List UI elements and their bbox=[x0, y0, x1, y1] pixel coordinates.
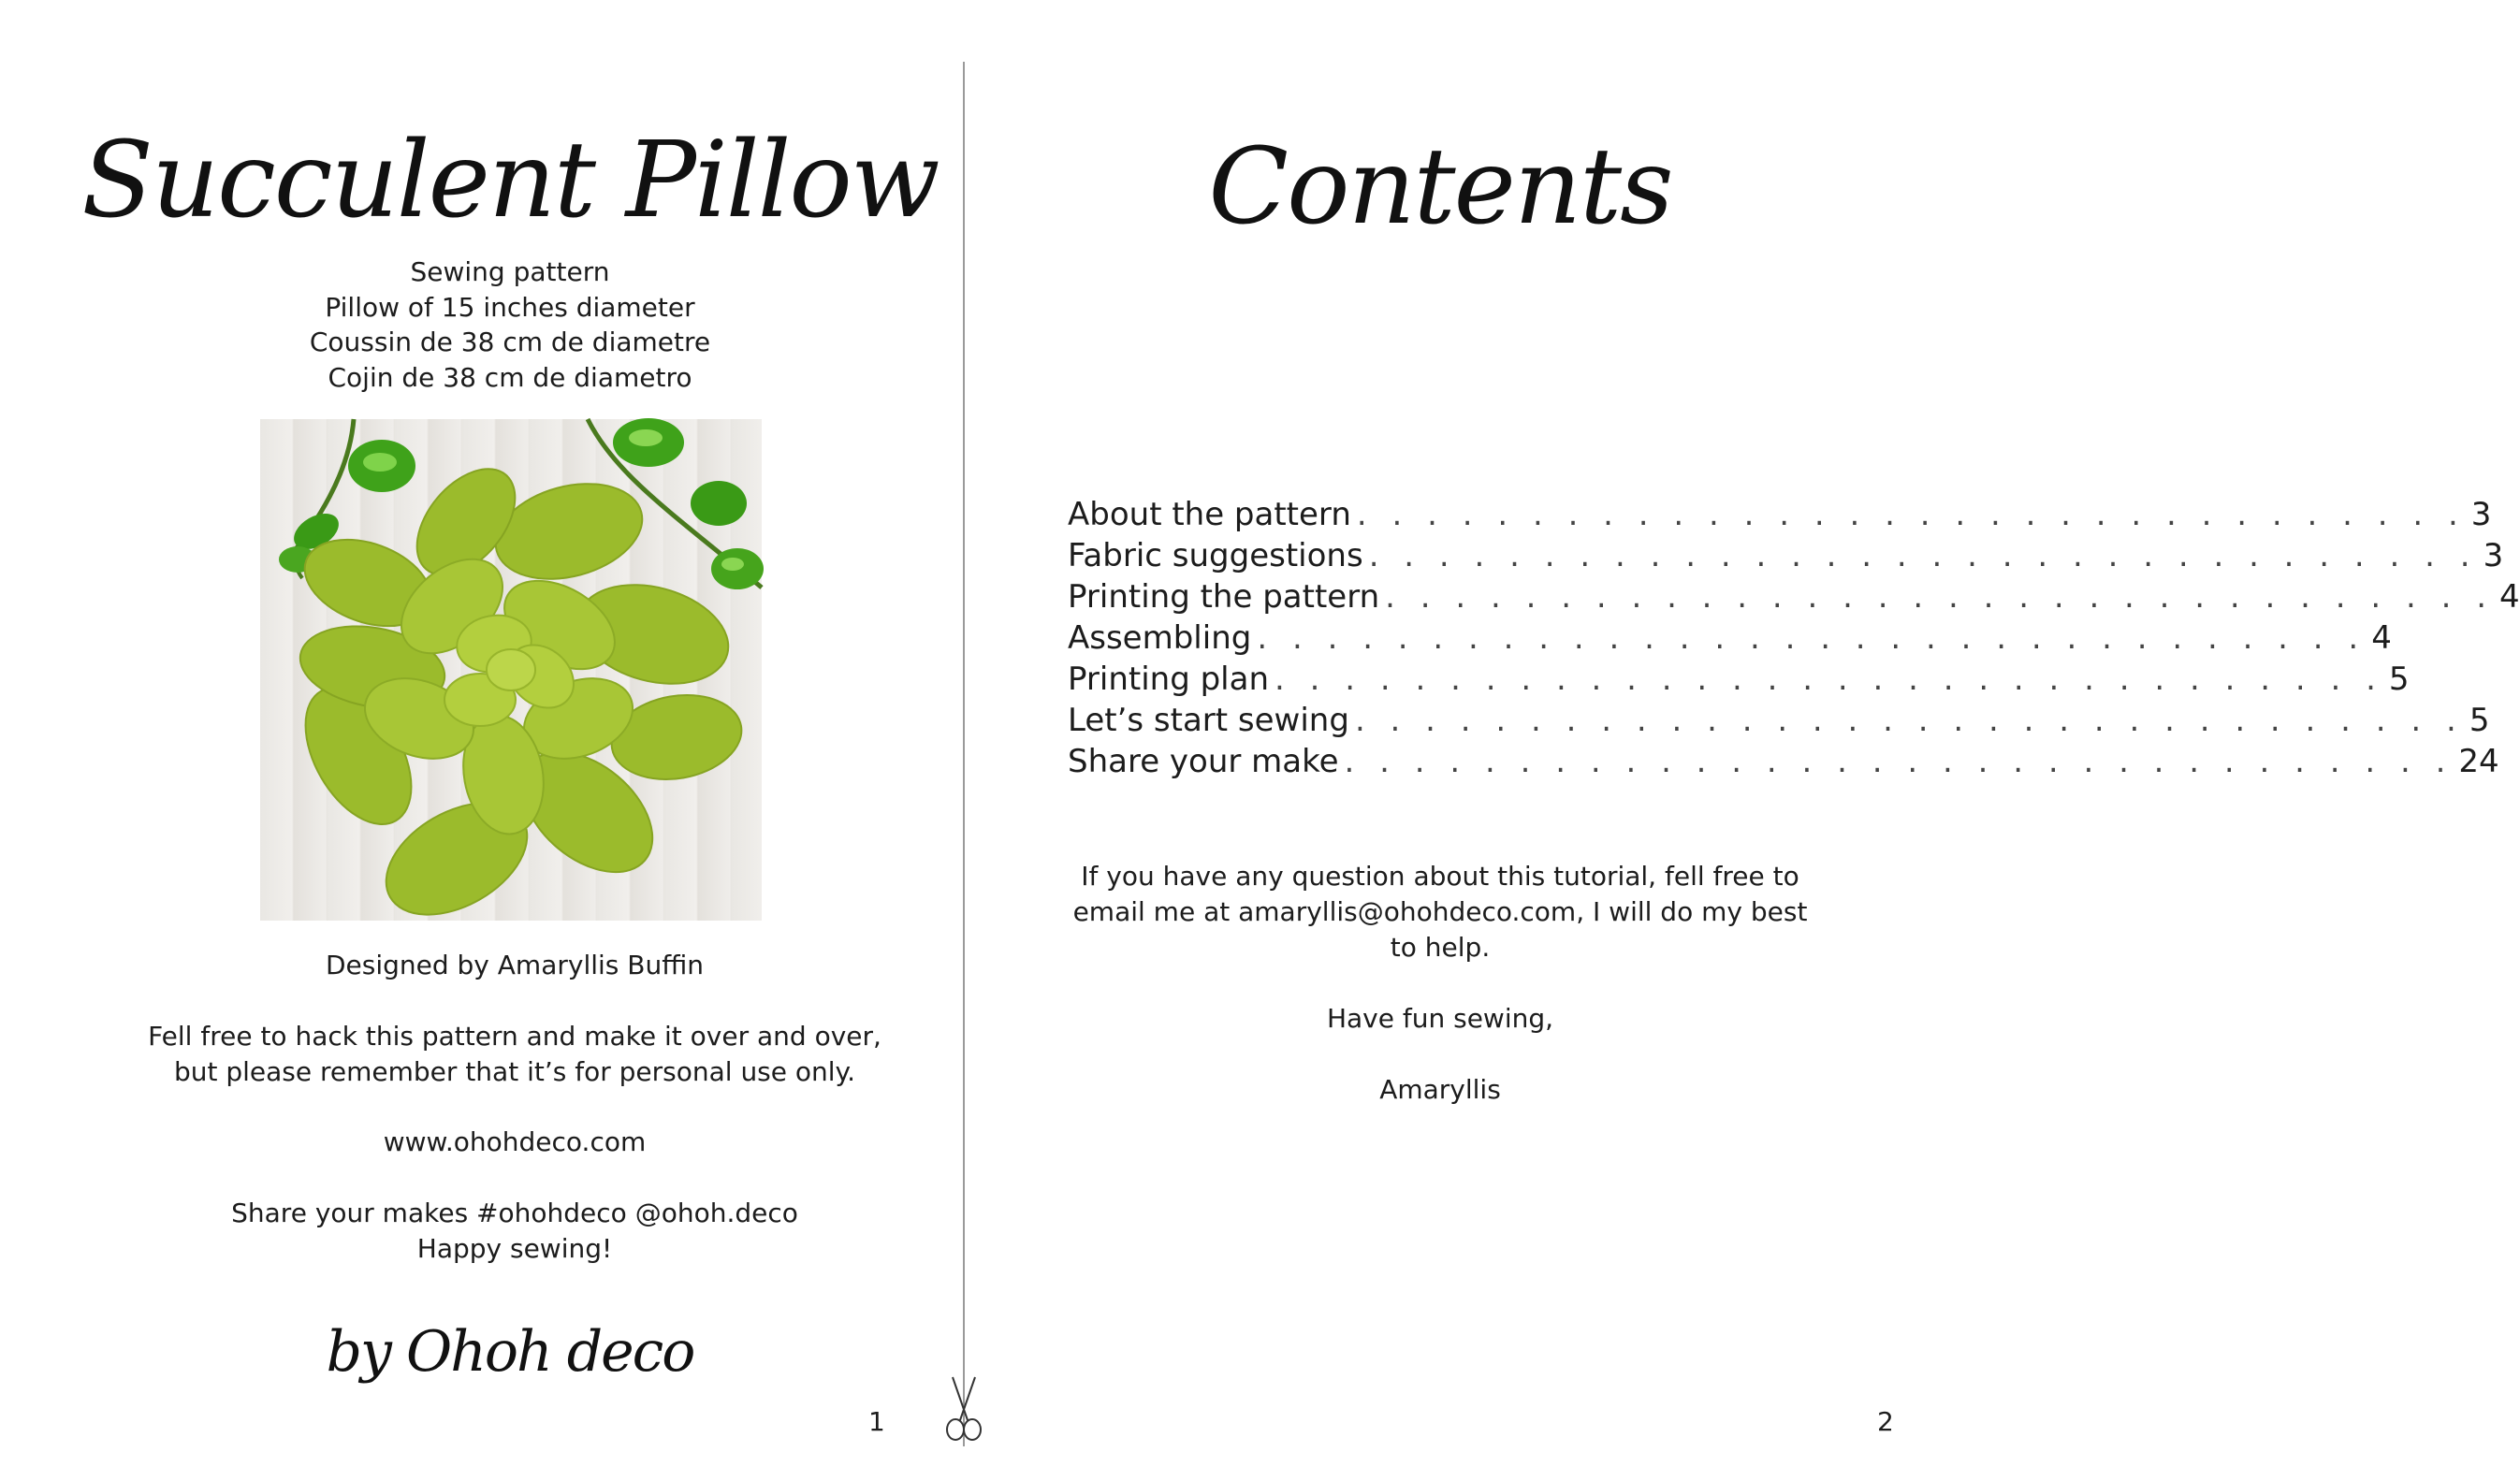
contact-line: If you have any question about this tutorial, fell free to bbox=[1081, 861, 1799, 892]
website-link[interactable]: www.ohohdeco.com bbox=[383, 1126, 647, 1157]
toc-entry[interactable] bbox=[1068, 617, 2392, 659]
toc-entry[interactable] bbox=[1068, 700, 2490, 741]
brand-signature: by Ohoh deco bbox=[326, 1319, 694, 1385]
toc-leader: . . . . . . . . . . . . . . . . . . . . . . . . . . . . . . . . bbox=[1354, 702, 2464, 739]
toc-entry-page: 5 bbox=[2388, 661, 2410, 698]
toc-entry-page: 3 bbox=[2470, 496, 2492, 533]
contact-line: email me at amaryllis@ohohdeco.com, I will do my best bbox=[1072, 896, 1808, 927]
succulent-illustration bbox=[260, 419, 762, 921]
toc-entry-page: 4 bbox=[2499, 578, 2520, 616]
page-right bbox=[964, 0, 2520, 1481]
contact-note bbox=[964, 859, 1916, 966]
license-line: Fell free to hack this pattern and make it over and over, bbox=[148, 1021, 881, 1052]
cover-title: Succulent Pillow bbox=[81, 120, 939, 241]
license-notice bbox=[0, 1019, 1029, 1090]
share-line: Happy sewing! bbox=[416, 1233, 613, 1264]
toc-entry-label: Share your make bbox=[1068, 743, 1339, 780]
toc-entry-label: Assembling bbox=[1068, 619, 1252, 657]
table-of-contents bbox=[1068, 494, 2520, 782]
subtitle-line: Pillow of 15 inches diameter bbox=[325, 291, 695, 323]
contents-title: Contents bbox=[1208, 126, 1672, 248]
succulent-pillow-photo bbox=[260, 419, 762, 921]
closing-line: Have fun sewing, bbox=[1326, 1003, 1554, 1034]
subtitle-line: Coussin de 38 cm de diametre bbox=[309, 327, 711, 357]
toc-leader: . . . . . . . . . . . . . . . . . . . . . . . . . . . . . . . . bbox=[1356, 496, 2466, 533]
subtitle-line: Cojin de 38 cm de diametro bbox=[328, 361, 692, 393]
designer-credit: Designed by Amaryllis Buffin bbox=[325, 950, 705, 980]
toc-entry-page: 5 bbox=[2469, 702, 2490, 739]
share-line: Share your makes #ohohdeco @ohoh.deco bbox=[231, 1198, 798, 1228]
toc-entry[interactable] bbox=[1068, 494, 2492, 535]
toc-leader: . . . . . . . . . . . . . . . . . . . . . . . . . . . . . . . . bbox=[1344, 743, 2454, 780]
toc-entry[interactable] bbox=[1068, 535, 2504, 576]
subtitle-line: Sewing pattern bbox=[410, 256, 610, 287]
pattern-subtitle bbox=[0, 254, 1020, 395]
toc-leader: . . . . . . . . . . . . . . . . . . . . . . . . . . . . . . . . bbox=[1275, 661, 2383, 698]
toc-entry-label: Let’s start sewing bbox=[1068, 702, 1349, 739]
toc-entry[interactable] bbox=[1068, 659, 2410, 700]
toc-entry-label: About the pattern bbox=[1068, 496, 1351, 533]
toc-entry-page: 3 bbox=[2483, 537, 2504, 574]
toc-leader: . . . . . . . . . . . . . . . . . . . . . . . . . . . . . . . . bbox=[1368, 537, 2478, 574]
page-number: 1 bbox=[868, 1406, 885, 1437]
toc-entry-label: Fabric suggestions bbox=[1068, 537, 1363, 574]
toc-leader: . . . . . . . . . . . . . . . . . . . . . . . . . . . . . . . . bbox=[1257, 619, 2367, 657]
toc-entry-label: Printing the pattern bbox=[1068, 578, 1380, 616]
toc-entry-page: 24 bbox=[2458, 743, 2499, 780]
author-name: Amaryllis bbox=[1379, 1074, 1501, 1105]
license-line: but please remember that it’s for personal use only. bbox=[173, 1056, 856, 1087]
share-notice bbox=[0, 1196, 1029, 1267]
toc-entry[interactable] bbox=[1068, 741, 2499, 782]
toc-entry-label: Printing plan bbox=[1068, 661, 1270, 698]
page-left bbox=[0, 0, 964, 1481]
contact-line: to help. bbox=[1390, 932, 1491, 963]
toc-entry-page: 4 bbox=[2371, 619, 2392, 657]
page-number: 2 bbox=[1877, 1406, 1894, 1437]
toc-entry[interactable] bbox=[1068, 576, 2520, 617]
toc-leader: . . . . . . . . . . . . . . . . . . . . . . . . . . . . . . . . bbox=[1385, 578, 2495, 616]
